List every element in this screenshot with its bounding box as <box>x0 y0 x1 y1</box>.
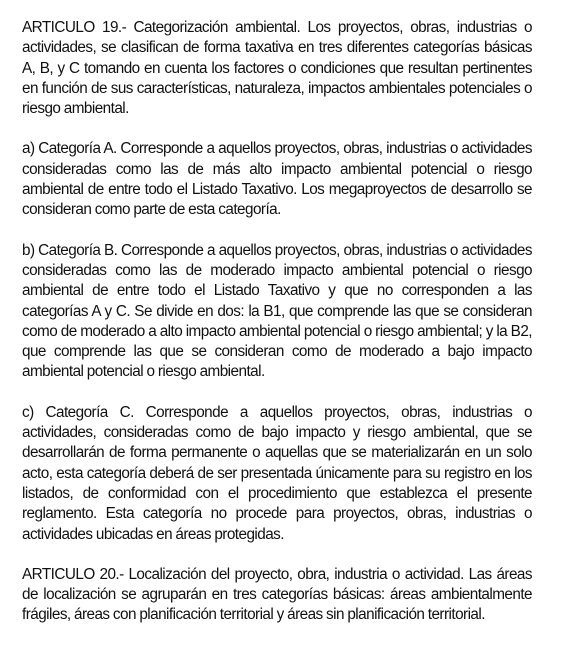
category-a-paragraph: a) Categoría A. Corresponde a aquellos proyectos, obras, industrias o actividades consideradas como las de más alto impacto ambiental potencial o riesgo ambiental de entre todo el Listado Taxativo. Los megaproyectos de desarrollo se consideran como parte de esta categoría. <box>22 140 532 219</box>
article-20-paragraph: ARTICULO 20.- Localización del proyecto, obra, industria o actividad. Las áreas de localización se agruparán en tres categorías básicas: áreas ambientalmente frágiles, áreas con planificación territorial y áreas sin planificación territorial. <box>22 565 532 624</box>
article-19-paragraph: ARTICULO 19.- Categorización ambiental. Los proyectos, obras, industrias o actividades, se clasifican de forma taxativa en tres diferentes categorías básicas A, B, y C tomando en cuenta los factores o condiciones que resultan pertinentes en función de sus características, naturaleza, impactos ambientales potenciales o riesgo ambiental. <box>22 19 532 118</box>
document-body <box>22 18 532 626</box>
category-b-paragraph: b) Categoría B. Corresponde a aquellos proyectos, obras, industrias o actividades consideradas como las de moderado impacto ambiental potencial o riesgo ambiental de entre todo el Listado Taxativo y que no corresponden a las categorías A y C. Se divide en dos: la B1, que comprende las que se consideran como de moderado a alto impacto ambiental potencial o riesgo ambiental; y la B2, que comprende las que se consideran como de moderado a bajo impacto ambiental potencial o riesgo ambiental. <box>22 241 532 381</box>
category-c-paragraph: c) Categoría C. Corresponde a aquellos proyectos, obras, industrias o actividades, consideradas como de bajo impacto y riesgo ambiental, que se desarrollarán de forma permanente o aquellas que se materializarán en un solo acto, esta categoría deberá de ser presentada únicamente para su registro en los listados, de conformidad con el procedimiento que establezca el presente reglamento. Esta categoría no procede para proyectos, obras, industrias o actividades ubicadas en áreas protegidas. <box>22 403 532 543</box>
